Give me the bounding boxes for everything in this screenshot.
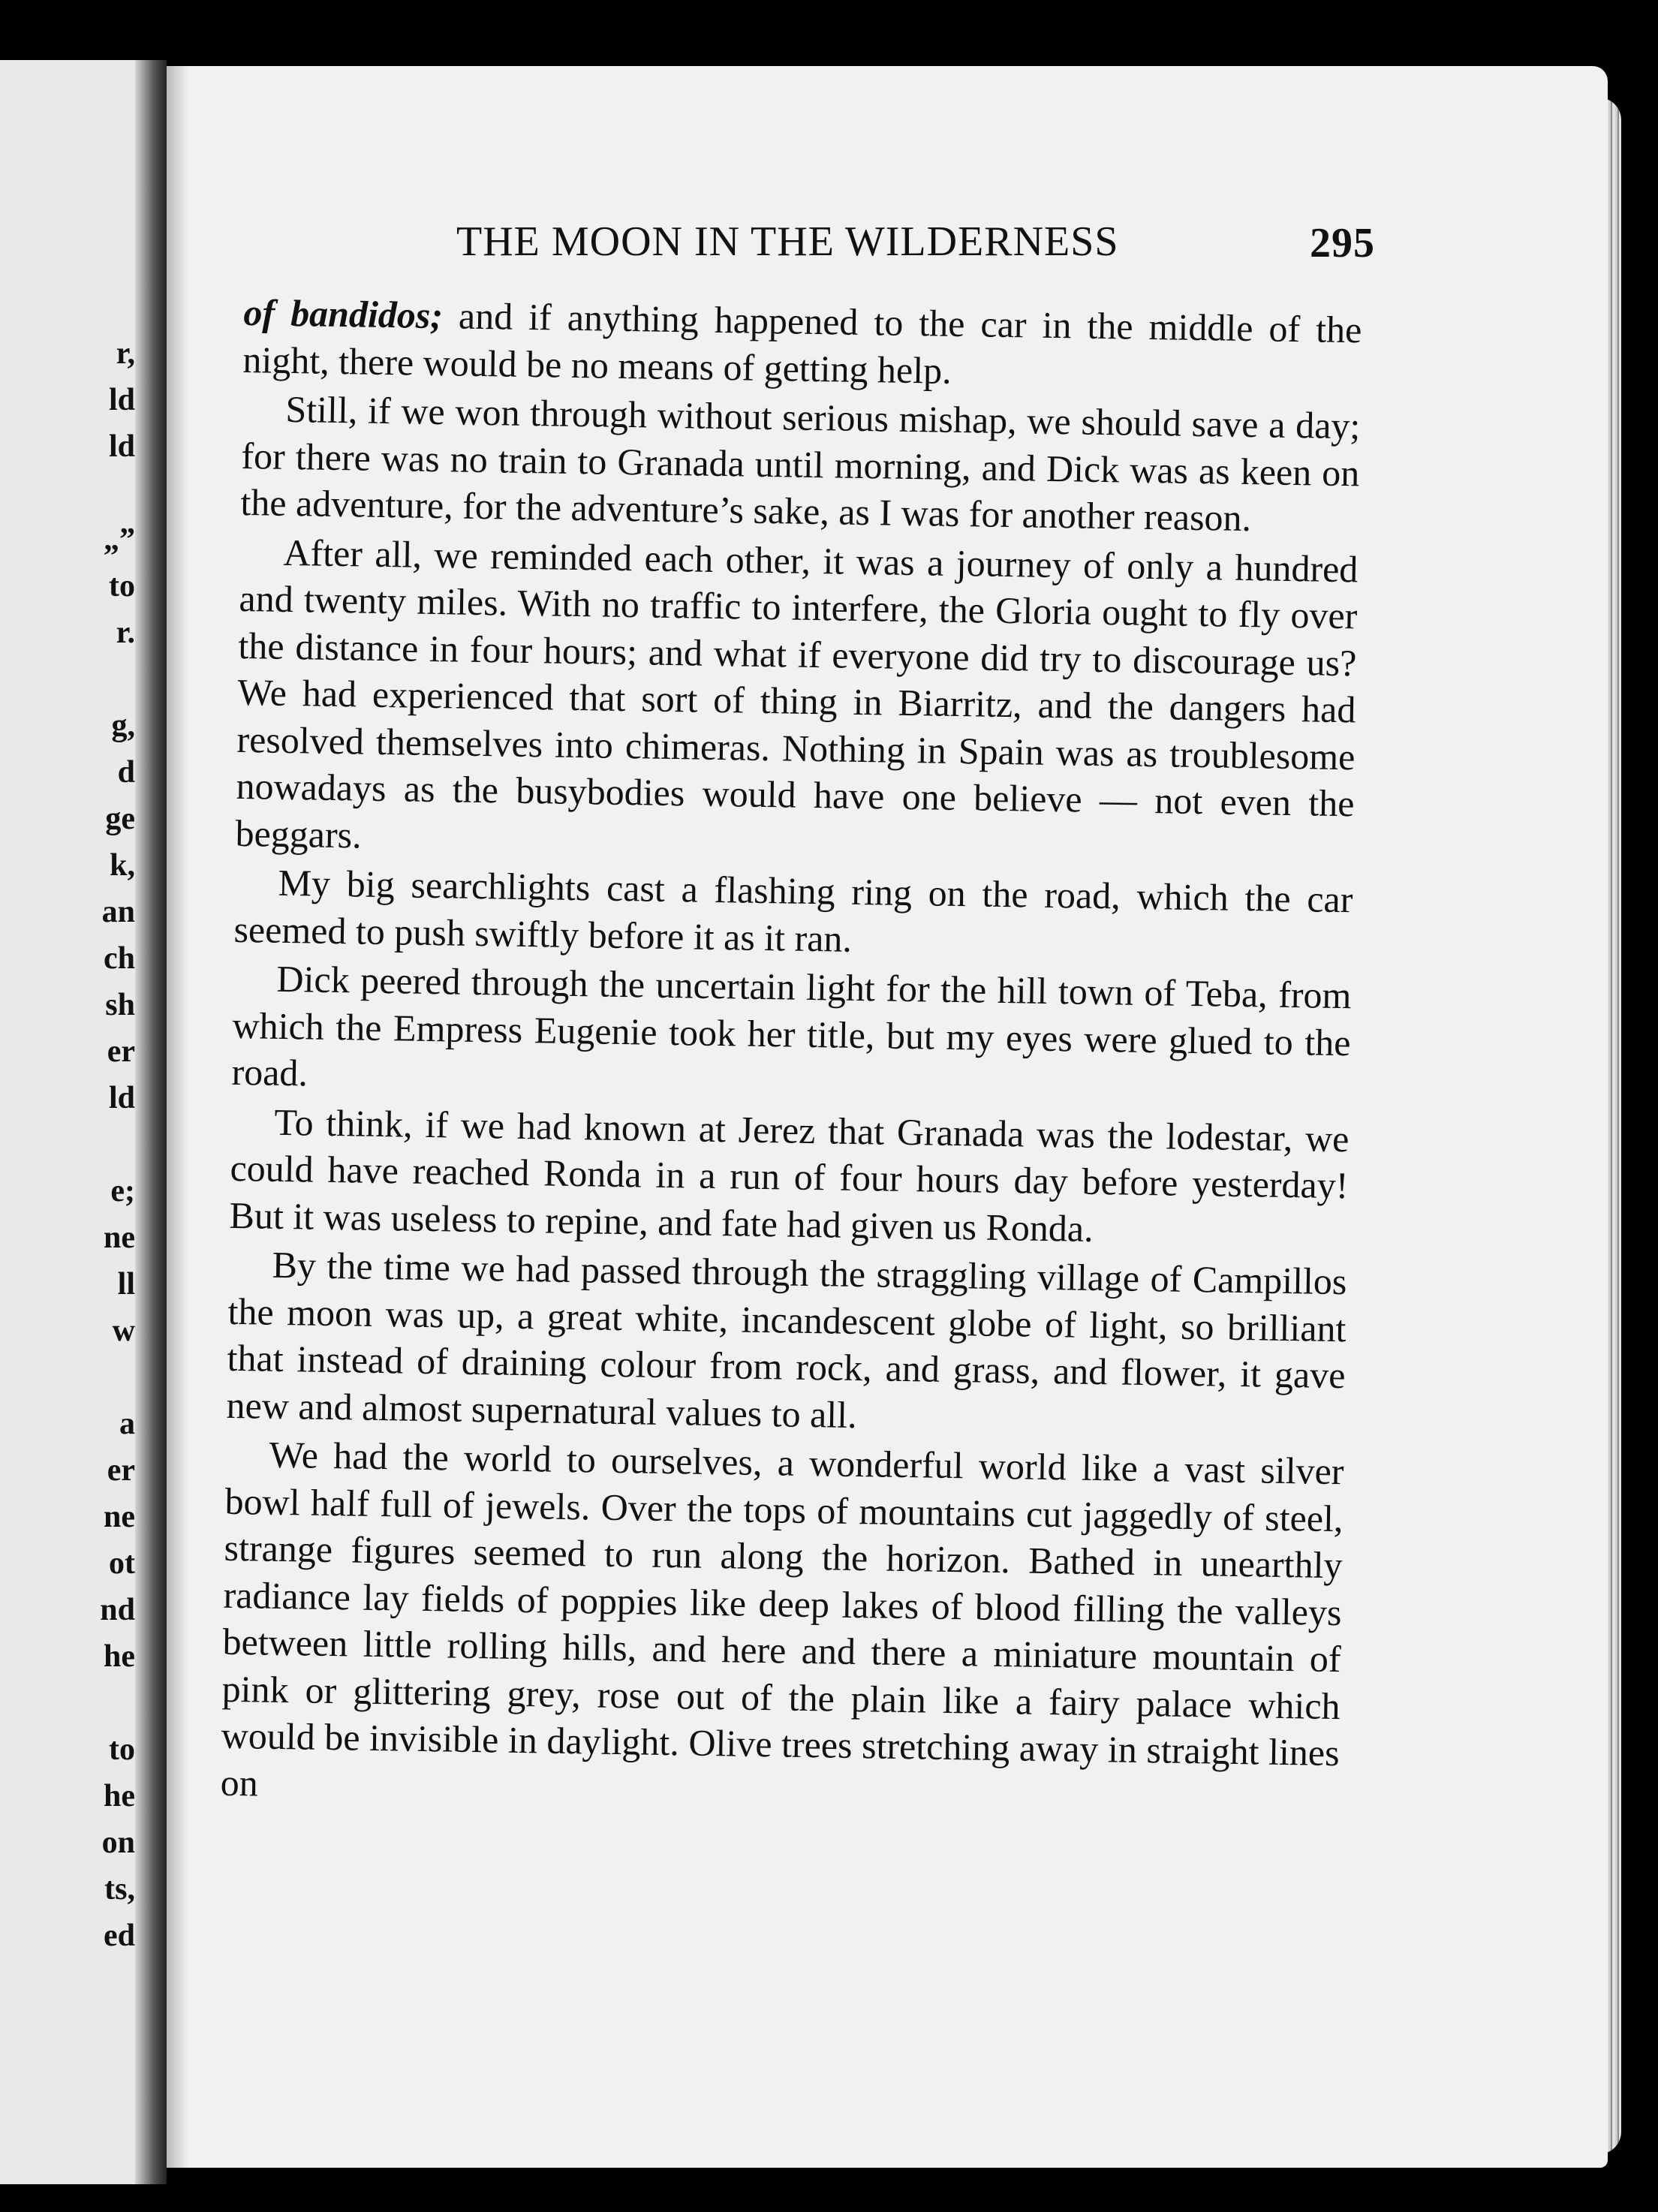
facing-page-fragment: to [109,1732,135,1767]
facing-page-fragment [0,470,135,516]
paragraph-text: and if anything happened to the car in the middle of the night, there would be no means of getting help. [242,294,1362,392]
facing-page-fragment: ld [108,1081,135,1115]
facing-page-fragment: ed [104,1919,135,1953]
facing-page-fragment: nd [100,1593,135,1627]
paragraph: Dick peered through the uncertain light for the hill town of Teba, from which the Empress Eugenie took her title, but my eyes were glued to the road. [231,957,1352,1094]
facing-page-fragment [0,656,135,703]
facing-page-fragment: er [107,1453,135,1488]
facing-page-fragment: ts, [104,1872,135,1907]
facing-page-fragment: ne [104,1220,135,1255]
facing-page-fragment [0,1680,135,1726]
facing-page-fragment: r. [116,615,135,650]
italic-phrase: of bandidos; [243,290,444,337]
paragraph: Still, if we won through without serious mishap, we should save a day; for there was no train to Granada until morning, and Dick was as keen on the adventure, for the adventure’s sake, as I was for another reason. [240,387,1361,540]
running-head: THE MOON IN THE WILDERNESS [456,218,1119,265]
facing-page-fragment: to [109,569,135,603]
facing-page-fragment: sh [105,988,135,1022]
facing-page-fragment: ot [109,1546,135,1581]
book-gutter [135,60,167,2184]
facing-page-fragment: d [117,755,135,790]
facing-page-fragment: er [107,1034,135,1069]
facing-page-fragment: ge [105,802,135,836]
facing-page-fragment: he [104,1639,135,1674]
facing-page-fragment: ne [104,1500,135,1534]
facing-page-text-fragments [0,330,135,1959]
page-number: 295 [1310,220,1375,266]
facing-page-fragment: he [104,1779,135,1813]
facing-page-fragment: w [112,1314,135,1348]
facing-page-fragment [0,1354,135,1401]
paragraph: To think, if we had known at Jerez that Granada was the lodestar, we could have reached Ronda in a run of four hours day before yesterday! But it was useless to repine, and fate had given us Ronda. [229,1100,1350,1250]
facing-page-fragment: r, [116,336,135,371]
facing-page-fragment: ld [108,383,135,417]
facing-page-fragment: a [119,1407,135,1441]
facing-page-fragment: ll [117,1267,135,1302]
facing-page-fragment: on [101,1825,135,1860]
facing-page-fragment: ch [104,941,135,976]
facing-page-fragment: k, [110,848,135,883]
paragraph: My big searchlights cast a flashing ring on the road, which the car seemed to push swiftly before it as it ran. [233,861,1353,960]
body-text [220,289,1362,1825]
facing-page-fragment: „” [104,522,135,557]
facing-page-left [0,60,150,2184]
paragraph: After all, we reminded each other, it was a journey of only a hundred and twenty miles. With no traffic to interfere, the Gloria ought to fly over the distance in four hours; and what if everyone did try to discourage us? We had experienced that sort of thing in Biarritz, and the dangers had resolved themselves into chimeras. Nothing in Spain was as troublesome nowadays as the busybodies would have one believe — not even the beggars. [235,531,1359,856]
paragraph: We had the world to ourselves, a wonderful world like a vast silver bowl half full of jewels. Over the tops of mountains cut jaggedly of steel, strange figures seemed to run along the horizon. Bathed in unearthly radiance lay fields of poppies like deep lakes of blood filling the valleys between little rolling hills, and here and there a miniature mountain of pink or glittering grey, rose out of the plain like a fairy palace which would be invisible in daylight. Olive trees stretching away in straight lines on [220,1433,1344,1804]
paragraph [242,289,1362,400]
facing-page-fragment: an [101,895,135,929]
facing-page-fragment: ld [108,429,135,464]
paragraph: By the time we had passed through the straggling village of Campillos the moon was up, a great white, incandescent globe of light, so brilliant that instead of draining colour from rock, and grass, and flower, it gave new and almost supernatural values to all. [226,1243,1347,1436]
facing-page-fragment: e; [110,1174,135,1208]
gutter-shadow [167,66,189,2168]
facing-page-fragment: g, [111,709,135,743]
facing-page-fragment [0,1121,135,1168]
